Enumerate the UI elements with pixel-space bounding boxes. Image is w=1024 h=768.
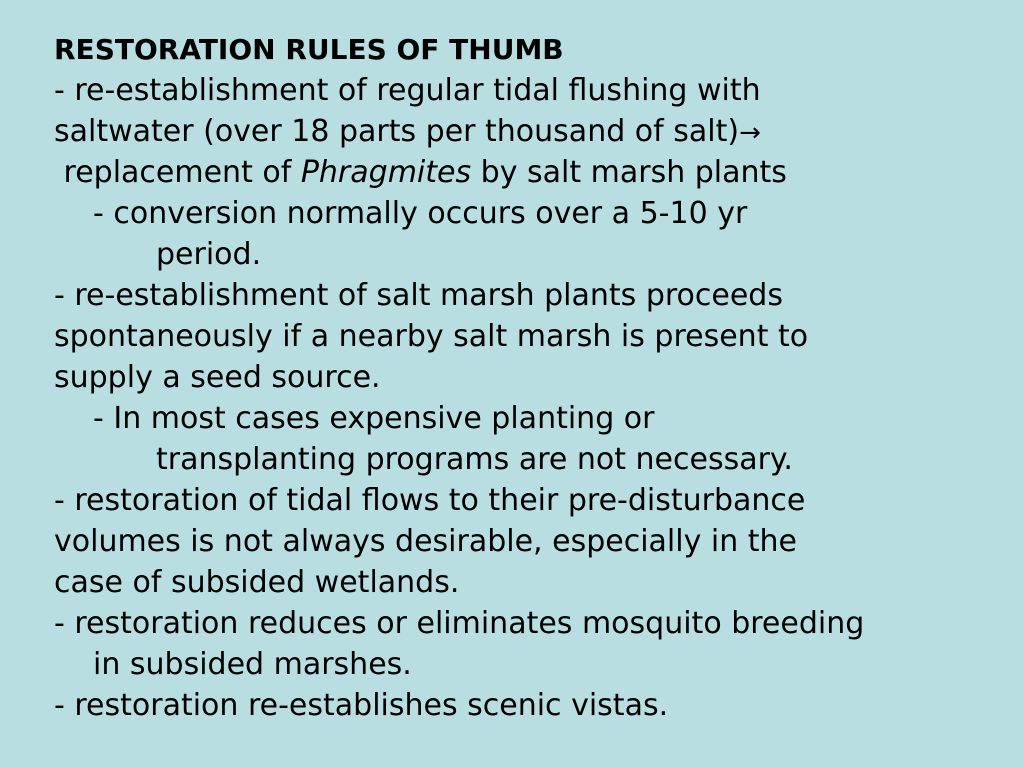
rule-4-line-2: in subsided marshes. [93, 647, 412, 682]
slide-title: RESTORATION RULES OF THUMB [54, 33, 564, 66]
rule-3-line-1: - restoration of tidal flows to their pre-disturbance [54, 483, 806, 518]
rule-5-line-1: - restoration re-establishes scenic vistas. [54, 688, 669, 723]
rule-2-line-2: spontaneously if a nearby salt marsh is present to [54, 319, 809, 354]
rule-1-line-2-text: saltwater (over 18 parts per thousand of salt) [54, 114, 740, 149]
rule-2-line-1: - re-establishment of salt marsh plants proceeds [54, 278, 783, 313]
rule-1-sub-line-1: - conversion normally occurs over a 5-10 yr [93, 196, 748, 231]
rule-1-line-3-pre: replacement of [54, 155, 301, 190]
right-arrow-icon: → [739, 118, 761, 148]
rule-3-line-3: case of subsided wetlands. [54, 565, 460, 600]
rule-2-sub-line-1: - In most cases expensive planting or [93, 401, 655, 436]
rule-1-line-1: - re-establishment of regular tidal flushing with [54, 73, 761, 108]
rule-1-line-3 [54, 152, 787, 193]
phragmites-term: Phragmites [300, 155, 472, 190]
rule-3-line-2: volumes is not always desirable, especially in the [54, 524, 797, 559]
rule-2-sub-line-2: transplanting programs are not necessary. [156, 442, 793, 477]
rule-1-sub-line-2: period. [156, 237, 262, 272]
rule-2-line-3: supply a seed source. [54, 360, 381, 395]
rule-4-line-1: - restoration reduces or eliminates mosquito breeding [54, 606, 865, 641]
rule-1-line-2 [54, 111, 761, 154]
rule-1-line-3-post: by salt marsh plants [471, 155, 787, 190]
